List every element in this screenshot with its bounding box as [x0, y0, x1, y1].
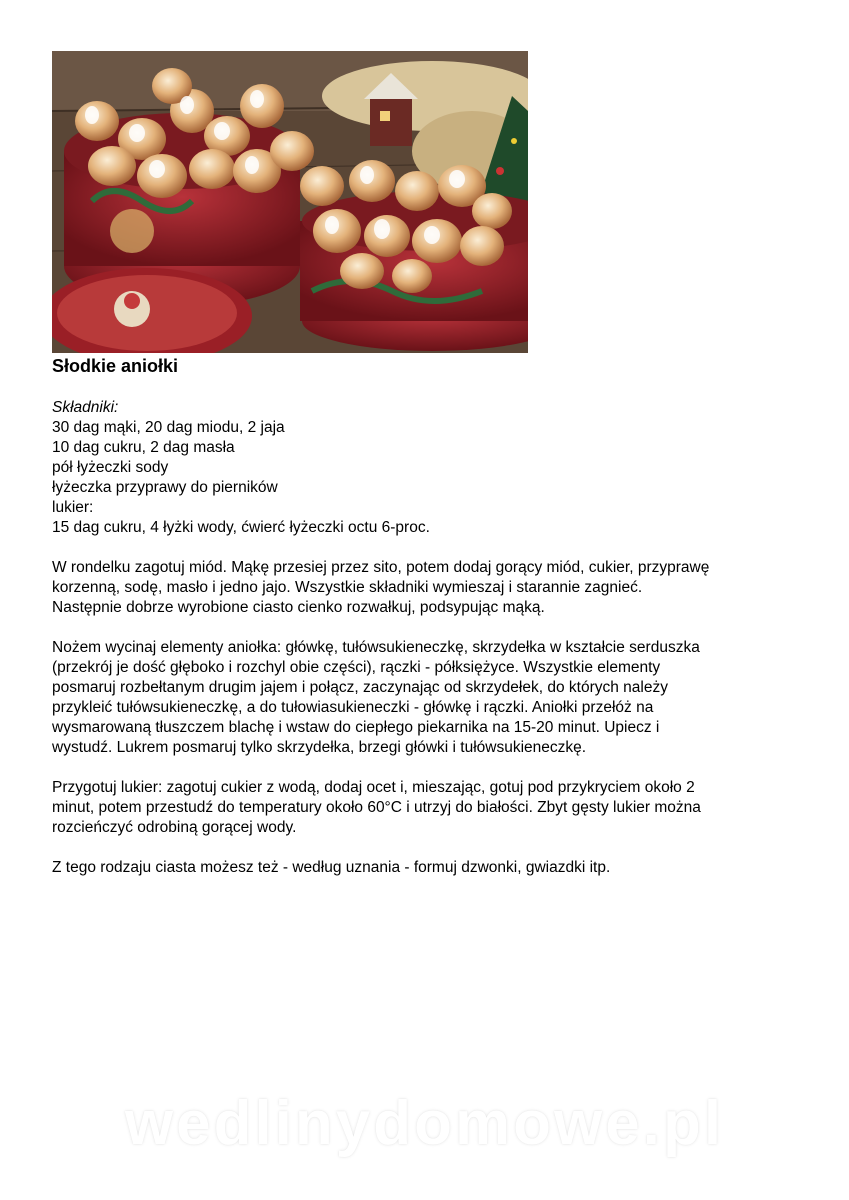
ingredients-heading: Składniki:	[52, 399, 119, 416]
ingredient-line: 30 dag mąki, 20 dag miodu, 2 jaja	[52, 419, 285, 436]
text-line: Następnie dobrze wyrobione ciasto cienko rozwałkuj, podsypując mąką.	[52, 599, 545, 616]
instruction-paragraph	[52, 558, 812, 618]
text-line: przykleić tułówsukieneczkę, a do tułowiasukieneczki - główkę i rączki. Aniołki przełóż na	[52, 699, 654, 716]
ingredient-line: pół łyżeczki sody	[52, 459, 169, 476]
ingredients-block	[52, 398, 812, 538]
ingredient-line: 15 dag cukru, 4 łyżki wody, ćwierć łyżeczki octu 6-proc.	[52, 519, 430, 536]
text-line: Z tego rodzaju ciasta możesz też - według uznania - formuj dzwonki, gwiazdki itp.	[52, 859, 611, 876]
text-line: rozcieńczyć odrobiną gorącej wody.	[52, 819, 297, 836]
instruction-paragraph	[52, 858, 812, 878]
ingredient-line: lukier:	[52, 499, 94, 516]
recipe-content	[52, 398, 812, 898]
text-line: W rondelku zagotuj miód. Mąkę przesiej przez sito, potem dodaj gorący miód, cukier, przyprawę	[52, 559, 710, 576]
text-line: Przygotuj lukier: zagotuj cukier z wodą, dodaj ocet i, mieszając, gotuj pod przykryciem około 2	[52, 779, 695, 796]
instruction-paragraph	[52, 778, 812, 838]
angel-cookies-photo	[52, 51, 528, 353]
ingredient-line: 10 dag cukru, 2 dag masła	[52, 439, 235, 456]
recipe-title: Słodkie aniołki	[52, 356, 179, 376]
text-line: wystudź. Lukrem posmaruj tylko skrzydełka, brzegi główki i tułówsukieneczkę.	[52, 739, 587, 756]
instruction-paragraph	[52, 638, 812, 758]
text-line: Nożem wycinaj elementy aniołka: główkę, tułówsukieneczkę, skrzydełka w kształcie serduszka	[52, 639, 700, 656]
ingredient-line: łyżeczka przyprawy do pierników	[52, 479, 278, 496]
text-line: posmaruj rozbełtanym drugim jajem i połącz, zaczynając od skrzydełek, do których należy	[52, 679, 668, 696]
text-line: (przekrój je dość głęboko i rozchyl obie części), rączki - półksiężyce. Wszystkie elementy	[52, 659, 661, 676]
text-line: wysmarowaną tłuszczem blachę i wstaw do ciepłego piekarnika na 15-20 minut. Upiecz i	[52, 719, 660, 736]
text-line: korzenną, sodę, masło i jedno jajo. Wszystkie składniki wymieszaj i starannie zagnieć.	[52, 579, 643, 596]
text-line: minut, potem przestudź do temperatury około 60°C i utrzyj do białości. Zbyt gęsty lukier można	[52, 799, 701, 816]
watermark: wedlinydomowe.pl	[124, 1089, 725, 1158]
